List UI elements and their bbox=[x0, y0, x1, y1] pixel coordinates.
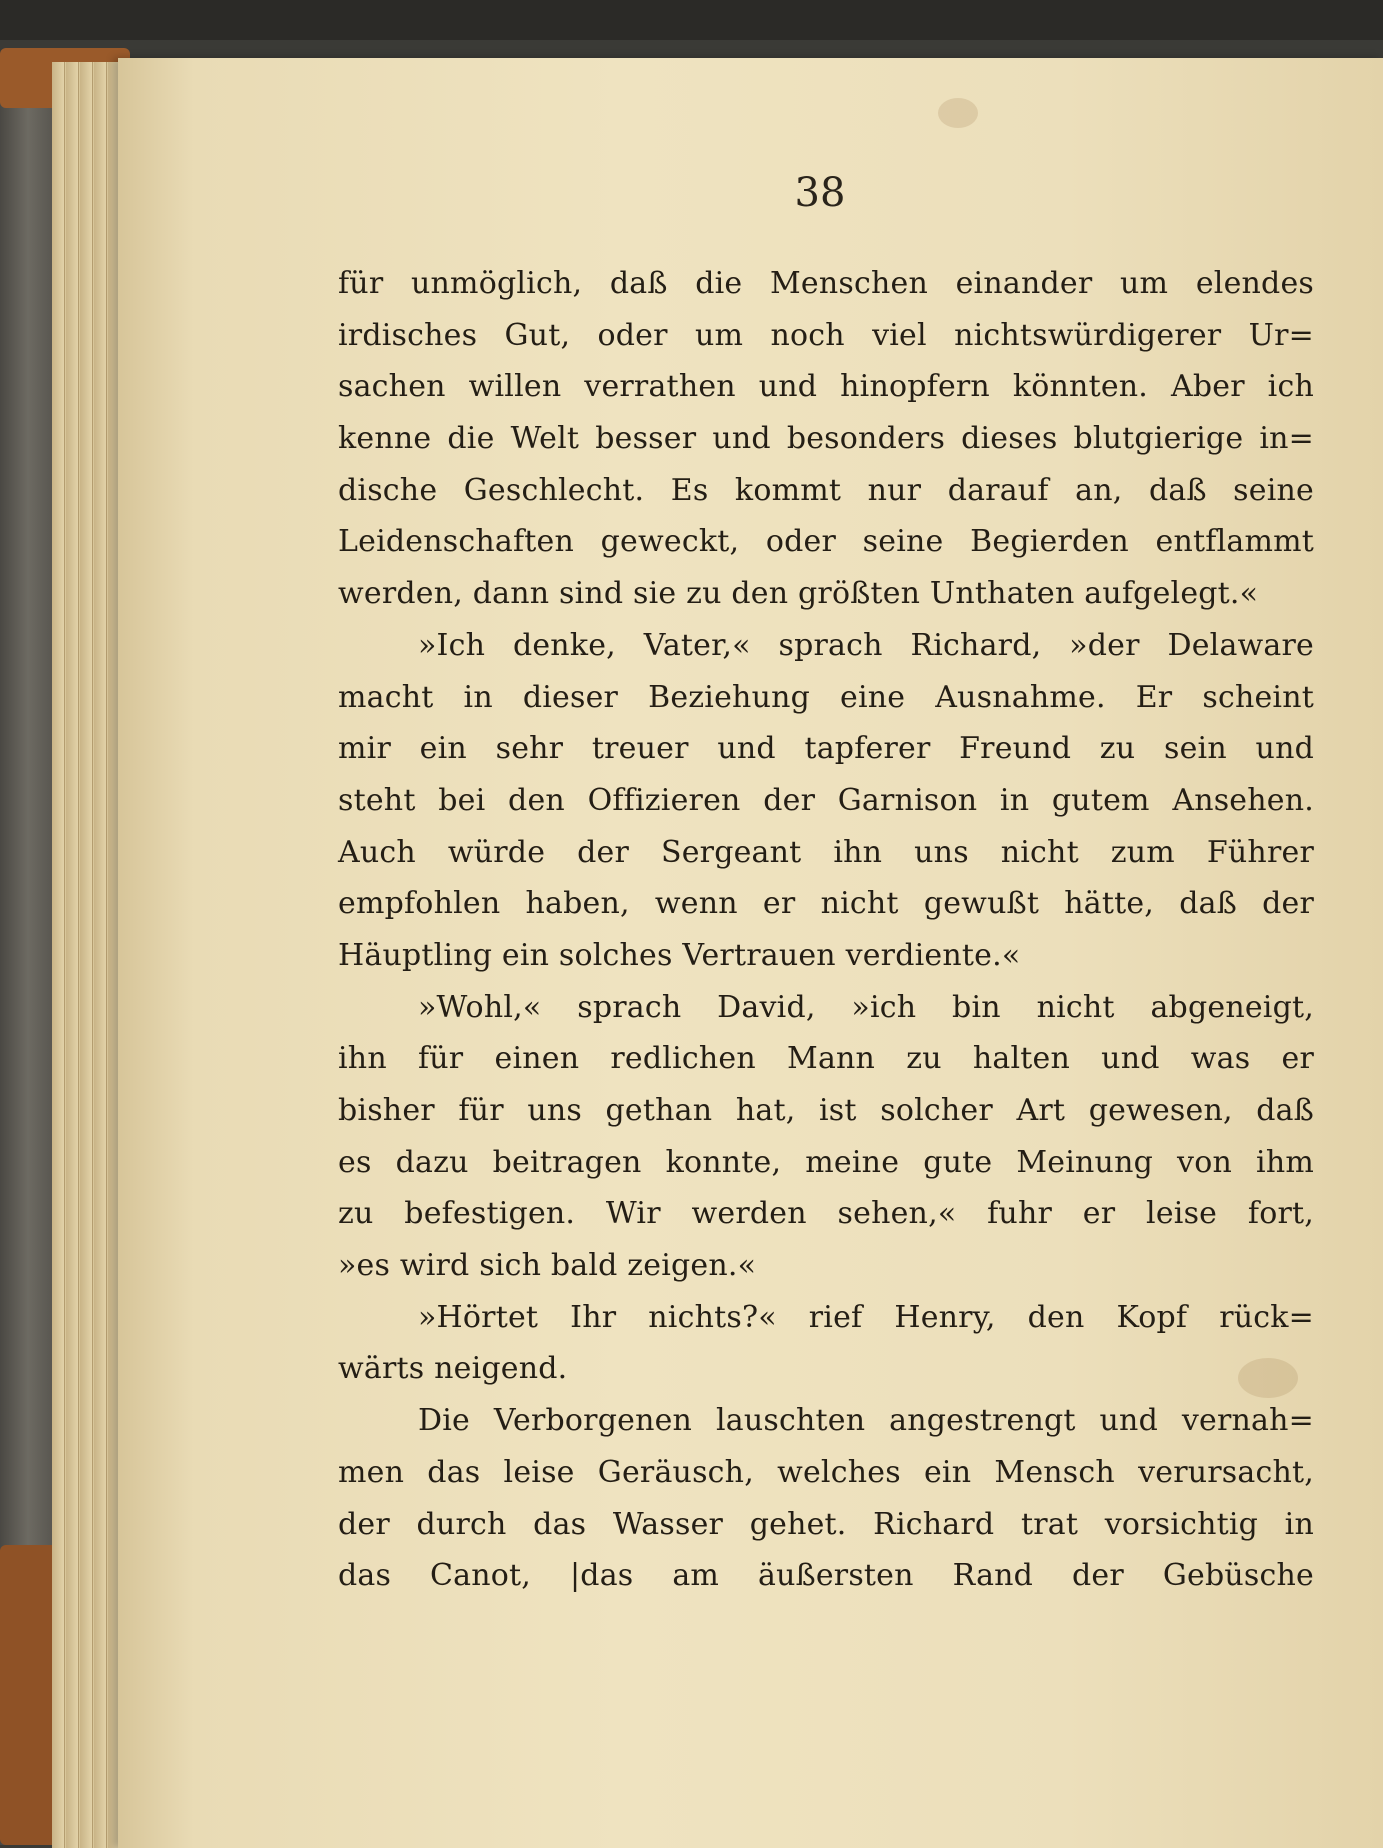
text-line: macht in dieser Beziehung eine Ausnahme. Er scheint bbox=[338, 679, 1314, 715]
text-line: men das leise Geräusch, welches ein Mensch verursacht, bbox=[338, 1454, 1314, 1490]
page-edge bbox=[52, 62, 65, 1848]
text-line: Leidenschaften geweckt, oder seine Begierden entflammt bbox=[338, 524, 1314, 560]
text-line: zu befestigen. Wir werden sehen,« fuhr er leise fort, bbox=[338, 1196, 1314, 1232]
text-line: kenne die Welt besser und besonders dieses blutgierige in= bbox=[338, 421, 1314, 457]
text-line: Die Verborgenen lauschten angestrengt und vernah= bbox=[418, 1403, 1314, 1439]
text-line: empfohlen haben, wenn er nicht gewußt hätte, daß der bbox=[338, 886, 1314, 922]
page-edge bbox=[66, 62, 79, 1848]
text-line: das Canot, |das am äußersten Rand der Gebüsche bbox=[338, 1558, 1314, 1594]
page-number: 38 bbox=[794, 170, 846, 216]
text-line: »Wohl,« sprach David, »ich bin nicht abgeneigt, bbox=[418, 989, 1314, 1025]
stain bbox=[938, 98, 978, 128]
text-line: dische Geschlecht. Es kommt nur darauf an, daß seine bbox=[338, 472, 1314, 508]
text-line: Auch würde der Sergeant ihn uns nicht zum Führer bbox=[338, 834, 1314, 870]
text-line: werden, dann sind sie zu den größten Unthaten aufgelegt.« bbox=[338, 576, 1259, 612]
text-line: »Ich denke, Vater,« sprach Richard, »der Delaware bbox=[418, 627, 1314, 663]
text-line: für unmöglich, daß die Menschen einander um elendes bbox=[338, 266, 1314, 301]
text-line: es dazu beitragen konnte, meine gute Meinung von ihm bbox=[338, 1144, 1314, 1180]
page-edge bbox=[94, 62, 107, 1848]
text-line: wärts neigend. bbox=[338, 1351, 568, 1387]
text-line: »Hörtet Ihr nichts?« rief Henry, den Kopf rück= bbox=[418, 1299, 1314, 1335]
text-line: ihn für einen redlichen Mann zu halten und was er bbox=[338, 1041, 1314, 1077]
text-line: der durch das Wasser gehet. Richard trat vorsichtig in bbox=[338, 1506, 1314, 1542]
text-line: bisher für uns gethan hat, ist solcher Art gewesen, daß bbox=[338, 1093, 1314, 1128]
body-text bbox=[338, 258, 1314, 1602]
text-line: Häuptling ein solches Vertrauen verdiente.« bbox=[338, 937, 1021, 973]
text-line: »es wird sich bald zeigen.« bbox=[338, 1248, 757, 1284]
text-line: mir ein sehr treuer und tapferer Freund zu sein und bbox=[338, 731, 1314, 767]
text-line: irdisches Gut, oder um noch viel nichtswürdigerer Ur= bbox=[338, 317, 1314, 353]
page-edge bbox=[80, 62, 93, 1848]
text-line: sachen willen verrathen und hinopfern könnten. Aber ich bbox=[338, 369, 1314, 405]
text-line: steht bei den Offizieren der Garnison in gutem Ansehen. bbox=[338, 782, 1314, 818]
